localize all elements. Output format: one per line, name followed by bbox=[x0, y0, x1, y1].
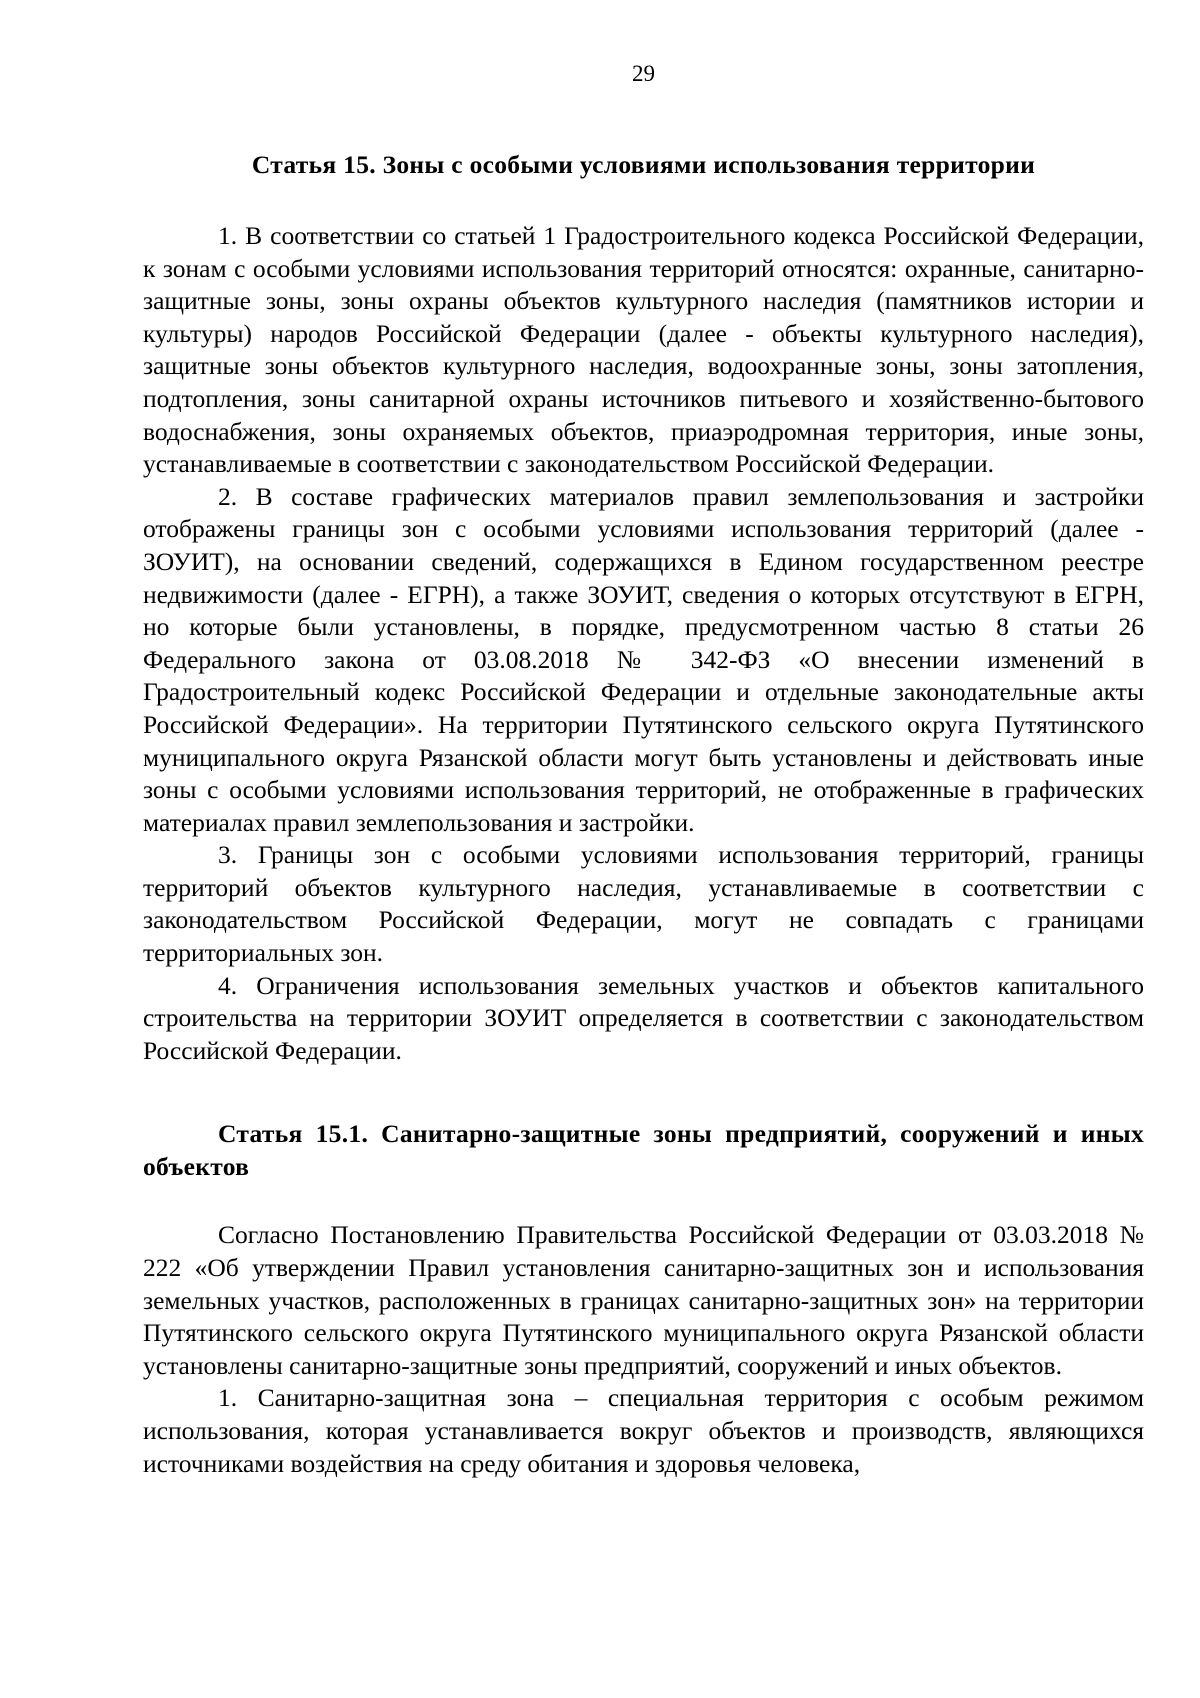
document-page bbox=[143, 58, 1144, 1480]
article-15-heading: Статья 15. Зоны с особыми условиями использования территории bbox=[251, 150, 1036, 179]
article-15-paragraph-1: 1. В соответствии со статьей 1 Градостроительного кодекса Российской Федерации, к зонам с особыми условиями использования территорий относятся: охранные, санитарно-защитные зоны, зоны охраны объектов культурного наследия (памятников истории и культуры) народов Российской Федерации (далее - объекты культурного наследия), защитные зоны объектов культурного наследия, водоохранные зоны, зоны затопления, подтопления, зоны санитарной охраны источников питьевого и хозяйственно-бытового водоснабжения, зоны охраняемых объектов, приаэродромная территория, иные зоны, устанавливаемые в соответствии с законодательством Российской Федерации. bbox=[143, 221, 1144, 479]
article-15-1-heading: Статья 15.1. Санитарно-защитные зоны предприятий, сооружений и иных объектов bbox=[143, 1119, 1144, 1182]
article-15-1-paragraph-intro: Согласно Постановлению Правительства Российской Федерации от 03.03.2018 № 222 «Об утверждении Правил установления санитарно-защитных зон и использования земельных участков, расположенных в границах санитарно-защитных зон» на территории Путятинского сельского округа Путятинского муниципального округа Рязанской области установлены санитарно-защитные зоны предприятий, сооружений и иных объектов. bbox=[143, 1220, 1144, 1380]
section-spacer bbox=[143, 1067, 1144, 1117]
page-number: 29 bbox=[632, 61, 655, 86]
article-15-paragraph-2: 2. В составе графических материалов правил землепользования и застройки отображены границы зон с особыми условиями использования территорий (далее - ЗОУИТ), на основании сведений, содержащихся в Едином государственном реестре недвижимости (далее - ЕГРН), а также ЗОУИТ, сведения о которых отсутствуют в ЕГРН, но которые были установлены, в порядке, предусмотренном частью 8 статьи 26 Федерального закона от 03.08.2018 № 342-ФЗ «О внесении изменений в Градостроительный кодекс Российской Федерации и отдельные законодательные акты Российской Федерации». На территории Путятинского сельского округа Путятинского муниципального округа Рязанской области могут быть установлены и действовать иные зоны с особыми условиями использования территорий, не отображенные в графических материалах правил землепользования и застройки. bbox=[143, 481, 1144, 837]
article-15-paragraph-4: 4. Ограничения использования земельных участков и объектов капитального строительства на территории ЗОУИТ определяется в соответствии с законодательством Российской Федерации. bbox=[143, 970, 1144, 1065]
article-15-paragraph-3: 3. Границы зон с особыми условиями использования территорий, границы территорий объектов культурного наследия, устанавливаемые в соответствии с законодательством Российской Федерации, могут не совпадать с границами территориальных зон. bbox=[143, 840, 1144, 968]
article-15-1-paragraph-1: 1. Санитарно-защитная зона – специальная территория с особым режимом использования, которая устанавливается вокруг объектов и производств, являющихся источниками воздействия на среду обитания и здоровья человека, bbox=[143, 1383, 1144, 1478]
